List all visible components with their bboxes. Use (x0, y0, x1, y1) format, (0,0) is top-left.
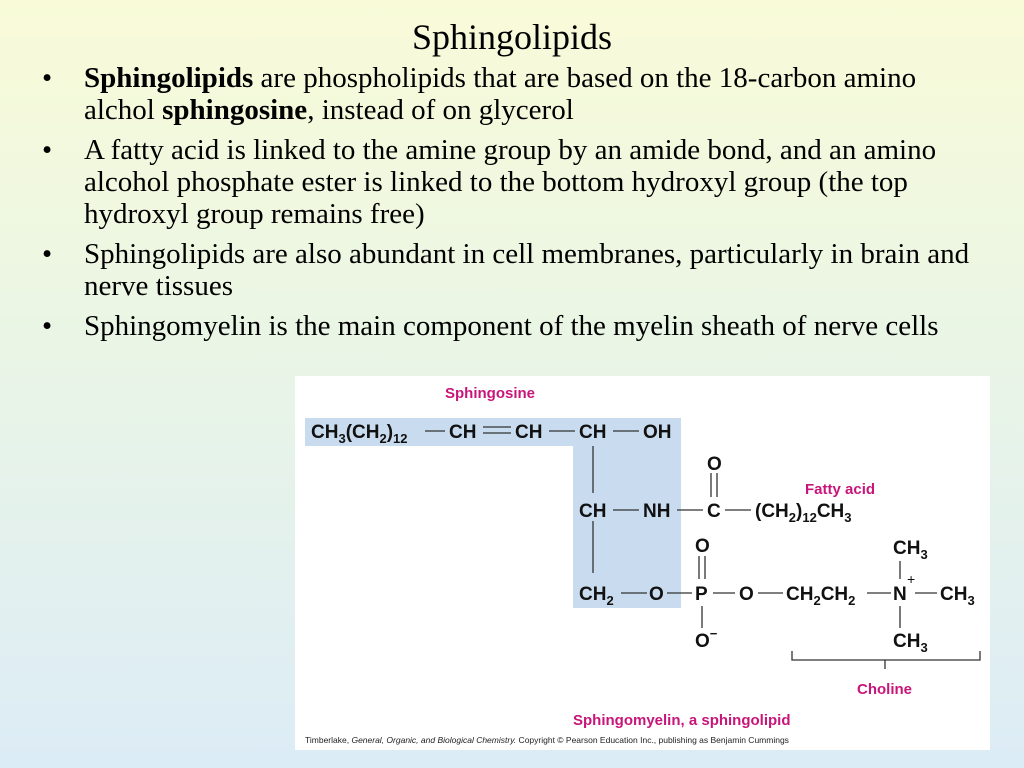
bullet-item (40, 238, 980, 302)
bullet-text: Sphingomyelin is the main component of the myelin sheath of nerve cells (84, 310, 939, 342)
figure-caption: Sphingomyelin, a sphingolipid (573, 712, 791, 729)
bullet-marker: • (42, 62, 53, 94)
atom-ch: CH (579, 501, 607, 522)
atom-methyl: $CH_3$ (940, 584, 975, 608)
nitrogen-charge: + (907, 571, 916, 587)
choline-label: Choline (857, 681, 912, 698)
bullet-item (40, 134, 980, 230)
atom-ch: CH (579, 422, 607, 443)
atom-ester-o: O (649, 584, 664, 605)
atom-phosphoryl-o: O (695, 536, 710, 557)
bullet-text: Sphingolipids are also abundant in cell membranes, particularly in brain and nerve tissues (84, 238, 970, 302)
bullet-bold-term: sphingosine (162, 94, 308, 126)
alkyl-chain-group: $CH_3(CH_2)_{12}$ (311, 422, 408, 446)
choline-bracket (792, 651, 980, 669)
structure-diagram (295, 376, 990, 750)
bullet-list (40, 62, 980, 350)
bullet-item (40, 62, 980, 126)
sphingosine-highlight (305, 418, 681, 608)
atom-phosphorus: P (695, 584, 708, 605)
bullet-bold-term: Sphingolipids (84, 62, 254, 94)
atom-nh: NH (643, 501, 671, 522)
bullet-text: A fatty acid is linked to the amine group by an amide bond, and an amino alcohol phosphate ester is linked to the bottom hydroxyl group (the top hydroxyl group remains free) (84, 134, 937, 230)
atom-nitrogen: N (893, 584, 907, 605)
fatty-acid-label: Fatty acid (805, 481, 876, 498)
bullet-text: , instead of on glycerol (307, 94, 574, 126)
atom-carbonyl-c: C (707, 501, 721, 522)
atom-ch2: $CH_2$ (579, 584, 614, 608)
bullet-text: are phospholipids that are based on the 18-carbon amino alchol (84, 62, 917, 126)
bullet-marker: • (42, 238, 53, 270)
fatty-acid-chain-group: $(CH_2)_{12}CH_3$ (755, 501, 852, 525)
atom-methyl: $CH_3$ (893, 538, 928, 562)
slide-title: Sphingolipids (411, 17, 613, 57)
sphingomyelin-structure-figure (295, 376, 990, 750)
sphingosine-label: Sphingosine (445, 385, 535, 402)
atom-methyl: $CH_3$ (893, 631, 928, 655)
bullet-marker: • (42, 134, 53, 166)
atom-oh: OH (643, 422, 672, 443)
ethylene-group: $CH_2CH_2$ (786, 584, 856, 608)
atom-phosphate-o-minus: O− (695, 626, 718, 652)
atom-ester-o: O (739, 584, 754, 605)
atom-carbonyl-o: O (707, 454, 722, 475)
atom-ch: CH (515, 422, 543, 443)
bullet-item (40, 310, 980, 342)
atom-ch: CH (449, 422, 477, 443)
bullet-marker: • (42, 310, 53, 342)
figure-credit: Timberlake, General, Organic, and Biological Chemistry. Copyright © Pearson Education Inc., publishing as Benjamin Cummings (305, 735, 789, 745)
